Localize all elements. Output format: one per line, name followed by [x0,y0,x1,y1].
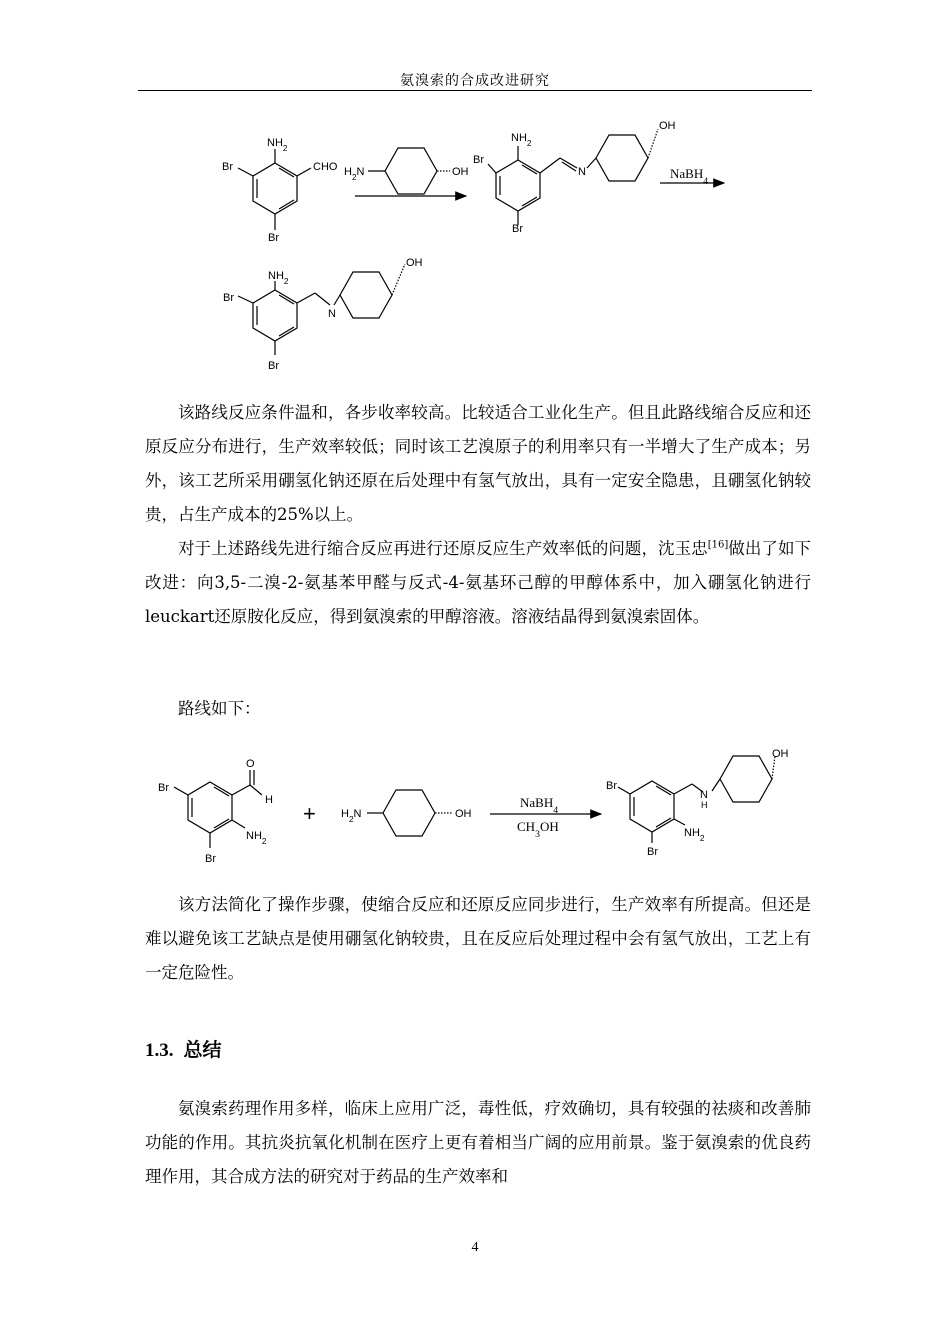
cho-label: CHO [313,161,338,173]
n-label: N [328,308,336,320]
n-label: N [700,789,708,801]
oh-label: OH [659,120,676,132]
h2n-label: $H_2N$ [341,808,362,824]
reactant-aminodibromobenzaldehyde [222,137,338,244]
br-label: Br [268,232,279,244]
nh2-label: $NH_2$ [684,827,705,843]
br-label: Br [512,223,523,235]
nabh4-label: NaBH$_4$ [670,166,709,187]
reactant-aminodibromobenzaldehyde [158,758,273,865]
product-ambroxol [223,257,423,372]
br-label: Br [606,780,617,792]
br-label: Br [205,853,216,865]
section-heading [145,1035,222,1062]
br-label: Br [268,360,279,372]
paragraph-method-evaluation: 该方法简化了操作步骤，使缩合反应和还原反应同步进行，生产效率有所提高。但还是难以避免该工艺缺点是使用硼氢化钠较贵，且在反应后处理过程中会有氢气放出，工艺上有一定危险性。 [145,895,811,982]
paragraph-route-evaluation: 该路线反应条件温和，各步收率较高。比较适合工业化生产。但且此路线缩合反应和还原反应分布进行，生产效率较低；同时该工艺溴原子的利用率只有一半增大了生产成本；另外，该工艺所采用硼氢化钠还原在后处理中有氢气放出，具有一定安全隐患，且硼氢化钠较贵，占生产成本的25%以上。 [145,403,811,524]
paragraph-summary: 氨溴索药理作用多样，临床上应用广泛，毒性低，疗效确切，具有较强的祛痰和改善肺功能的作用。其抗炎抗氧化机制在医疗上更有着相当广阔的应用前景。鉴于氨溴索的优良药理作用，其合成方法的研究对于药品的生产效率和 [145,1099,811,1186]
br-label: Br [223,292,234,304]
nabh4-label: NaBH$_4$ [520,795,559,816]
section-title: 总结 [183,1039,222,1061]
running-header: 氨溴索的合成改进研究 [400,73,550,89]
text-run: 对于上述路线先进行缩合反应再进行还原反应生产效率低的问题，沈玉忠 [178,539,708,558]
oh-label: OH [452,166,469,178]
reaction-scheme-2 [0,745,950,875]
br-label: Br [222,161,233,173]
reagent-aminocyclohexanol [344,148,469,194]
oh-label: OH [455,808,472,820]
nh2-label: $NH_2$ [246,830,267,846]
nh2-label: $NH_2$ [511,132,532,148]
n-label: N [578,166,586,178]
reagent-aminocyclohexanol [341,790,472,836]
oh-label: OH [406,257,423,269]
nh2-label: $NH_2$ [268,270,289,286]
br-label: Br [158,782,169,794]
nh2-label: $NH_2$ [267,137,288,153]
h-label: H [265,794,273,806]
citation: [16] [707,539,729,551]
product-ambroxol [606,748,789,858]
intermediate-imine [473,120,676,235]
o-label: O [246,758,255,770]
oh-label: OH [772,748,789,760]
paragraph-improvement [145,532,811,634]
plus-sign: + [303,801,316,826]
section-number: 1.3. [145,1040,174,1061]
h2n-label: $H_2N$ [344,166,365,182]
ch3oh-label: $CH_3OH$ [517,819,559,840]
page-number: 4 [471,1240,479,1255]
h-label: H [701,800,708,810]
paragraph-route-intro: 路线如下： [178,699,261,718]
text-run: 做出了如下改进：向3,5-二溴-2-氨基苯甲醛与反式-4-氨基环己醇的甲醇体系中，加入硼氢化钠进行leuckart还原胺化反应，得到氨溴索的甲醇溶液。溶液结晶得到氨溴索固体。 [145,539,812,626]
br-label: Br [647,846,658,858]
reaction-scheme-1 [0,0,950,385]
br-label: Br [473,154,484,166]
